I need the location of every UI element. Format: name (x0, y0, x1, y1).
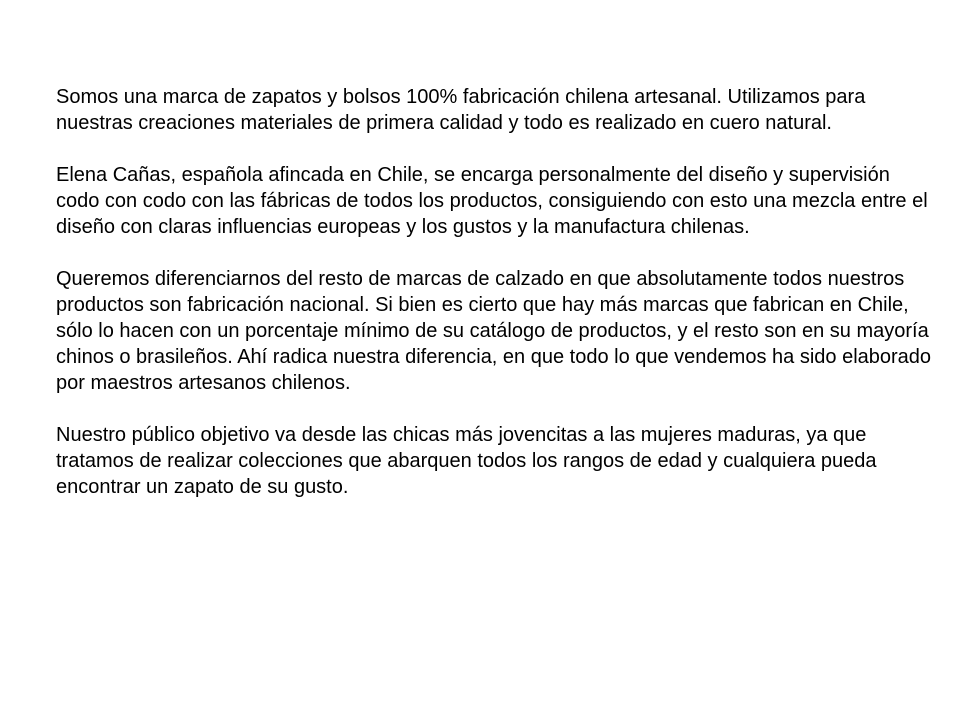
paragraph-designer: Elena Cañas, española afincada en Chile, se encarga personalmente del diseño y supervisión codo con codo con las fábricas de todos los productos, consiguiendo con esto una mezcla entre el diseño con claras influencias europeas y los gustos y la manufactura chilenas. (56, 164, 928, 238)
paragraph-brand-intro: Somos una marca de zapatos y bolsos 100% fabricación chilena artesanal. Utilizamos para nuestras creaciones materiales de primera calidad y todo es realizado en cuero natural. (56, 86, 866, 134)
text-body (56, 84, 936, 526)
paragraph-differentiation: Queremos diferenciarnos del resto de marcas de calzado en que absolutamente todos nuestros productos son fabricación nacional. Si bien es cierto que hay más marcas que fabrican en Chile, sólo lo hacen con un porcentaje mínimo de su catálogo de productos, y el resto son en su mayoría chinos o brasileños. Ahí radica nuestra diferencia, en que todo lo que vendemos ha sido elaborado por maestros artesanos chilenos. (56, 268, 932, 394)
paragraph-target-audience: Nuestro público objetivo va desde las chicas más jovencitas a las mujeres maduras, ya que tratamos de realizar colecciones que abarquen todos los rangos de edad y cualquiera pueda encontrar un zapato de su gusto. (56, 424, 877, 498)
